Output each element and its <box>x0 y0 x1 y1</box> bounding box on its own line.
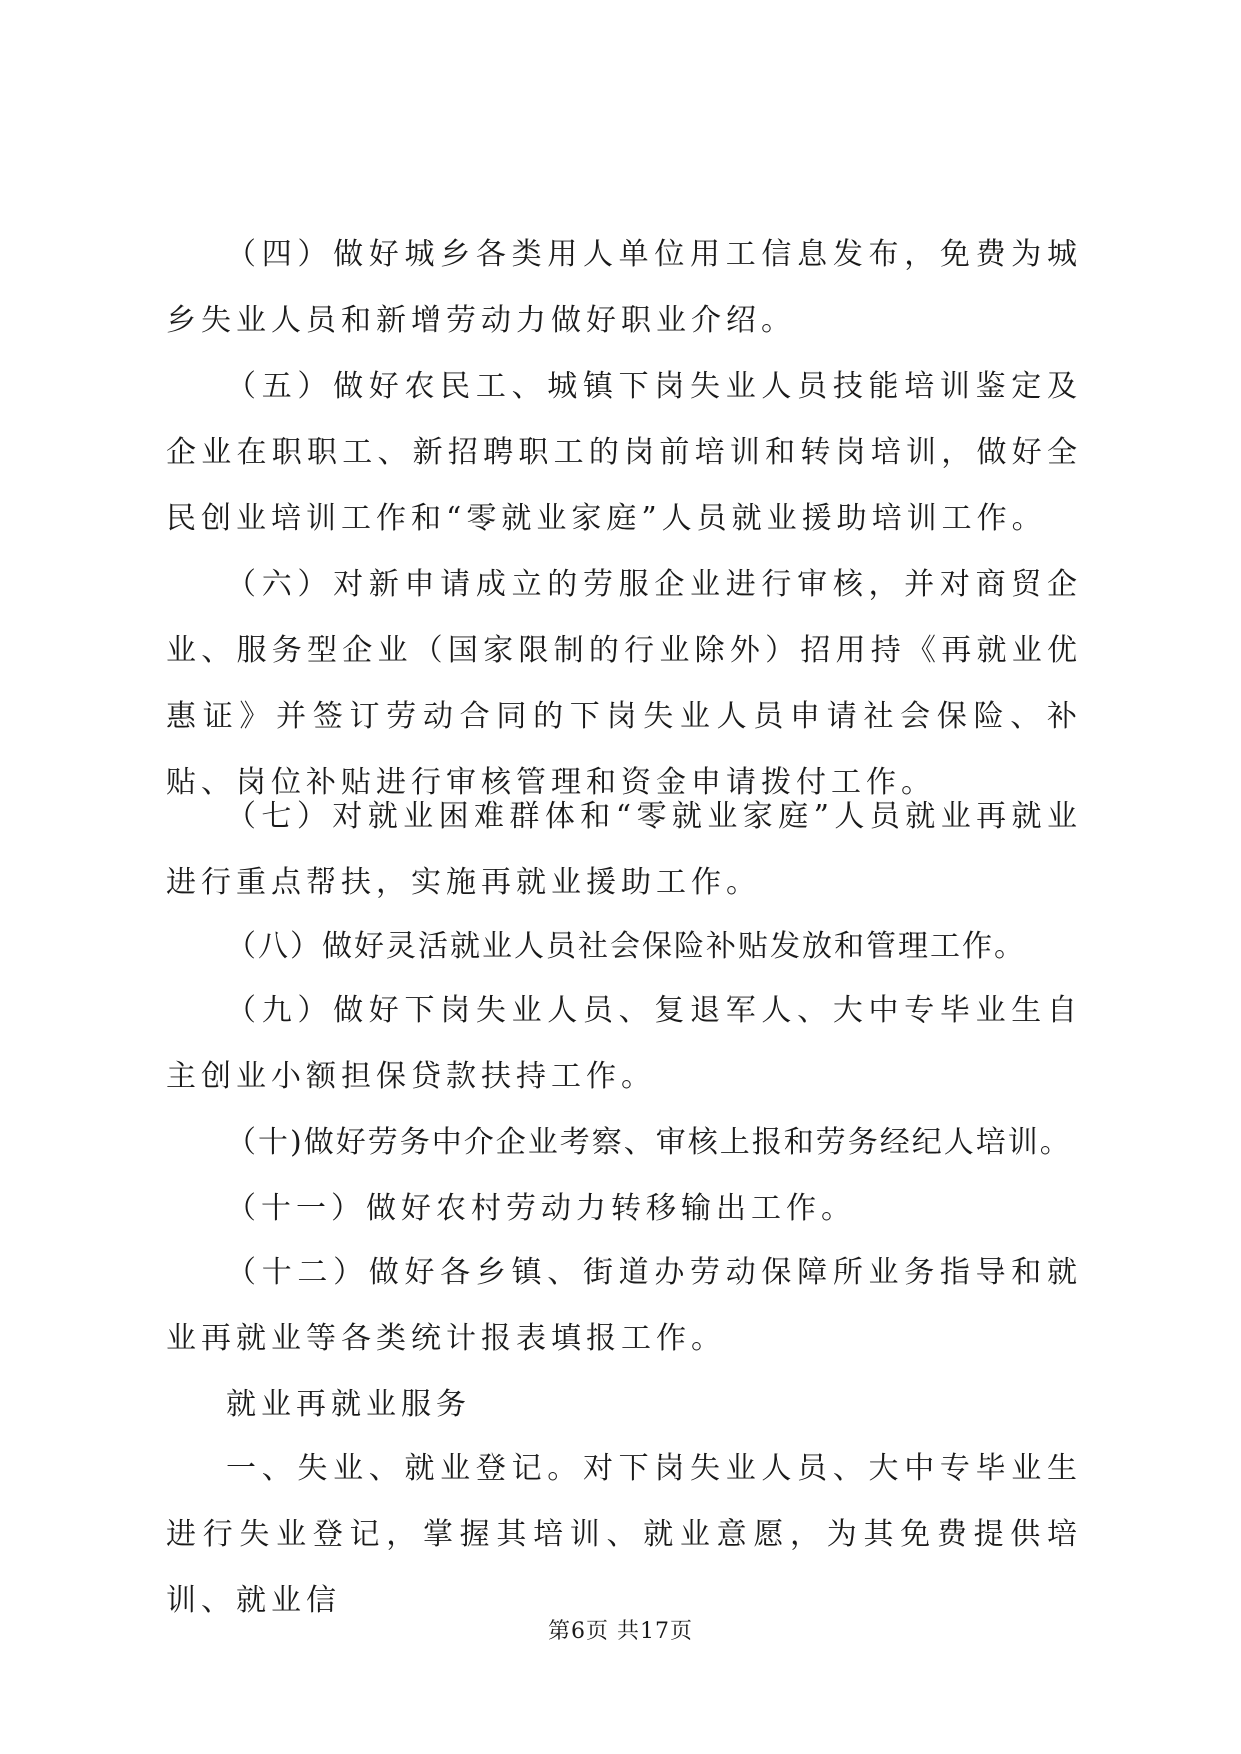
paragraph-item-8: （八）做好灵活就业人员社会保险补贴发放和管理工作。 <box>226 929 1026 964</box>
section-heading: 就业再就业服务 <box>226 1387 471 1422</box>
paragraph-item-4: （四）做好城乡各类用人单位用工信息发布，免费为城乡失业人员和新增劳动力做好职业介绍。 <box>166 237 1082 338</box>
paragraph-item-5: （五）做好农民工、城镇下岗失业人员技能培训鉴定及企业在职职工、新招聘职工的岗前培训和转岗培训，做好全民创业培训工作和“零就业家庭”人员就业援助培训工作。 <box>166 369 1082 536</box>
paragraph-item-10: （十)做好劳务中介企业考察、审核上报和劳务经纪人培训。 <box>226 1125 1072 1160</box>
paragraph-item-9: （九）做好下岗失业人员、复退军人、大中专毕业生自主创业小额担保贷款扶持工作。 <box>166 993 1082 1094</box>
paragraph-item-11: （十一）做好农村劳动力转移输出工作。 <box>226 1191 856 1226</box>
paragraph-item-registration: 一、失业、就业登记。对下岗失业人员、大中专毕业生进行失业登记，掌握其培训、就业意愿，为其免费提供培训、就业信 <box>166 1451 1082 1618</box>
paragraph-item-12: （十二）做好各乡镇、街道办劳动保障所业务指导和就业再就业等各类统计报表填报工作。 <box>166 1255 1082 1356</box>
page-footer: 第6页 共17页 <box>548 1619 693 1644</box>
paragraph-item-7: （七）对就业困难群体和“零就业家庭”人员就业再就业进行重点帮扶，实施再就业援助工作。 <box>166 799 1082 900</box>
paragraph-item-6: （六）对新申请成立的劳服企业进行审核，并对商贸企业、服务型企业（国家限制的行业除外）招用持《再就业优惠证》并签订劳动合同的下岗失业人员申请社会保险、补贴、岗位补贴进行审核管理和资金申请拨付工作。 <box>166 567 1082 800</box>
